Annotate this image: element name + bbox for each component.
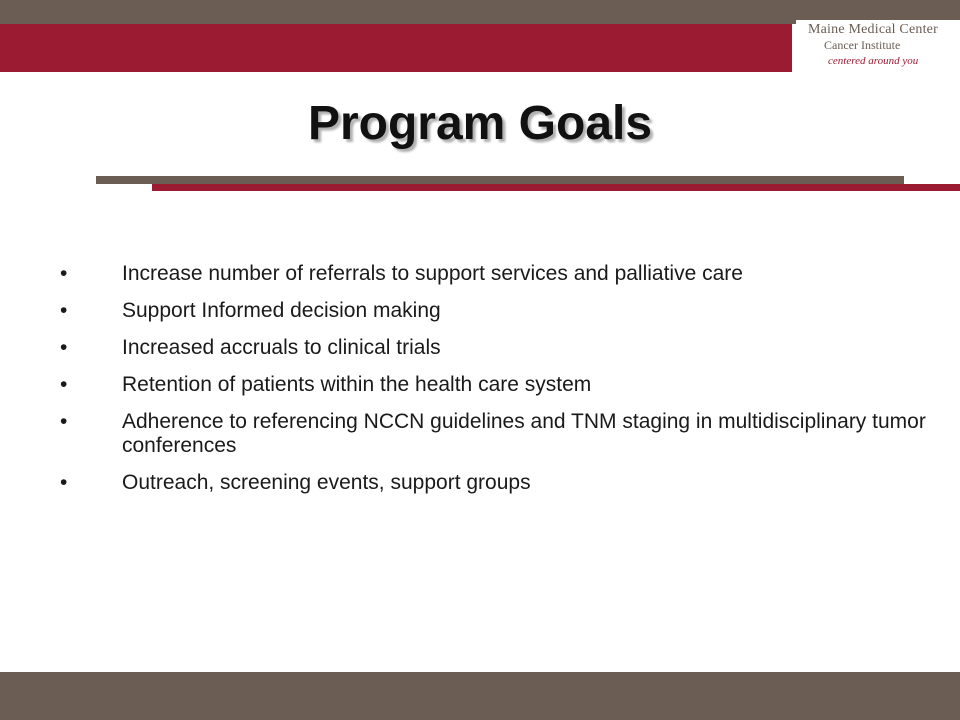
bullet-text: Adherence to referencing NCCN guidelines and TNM staging in multidisciplinary tumor conferences bbox=[122, 410, 926, 457]
red-header-band bbox=[0, 24, 792, 72]
bullet-item bbox=[60, 336, 940, 360]
logo-name: Maine Medical Center bbox=[808, 22, 938, 37]
bullet-text: Retention of patients within the health care system bbox=[122, 373, 592, 396]
bullet-dot-icon: • bbox=[60, 336, 68, 359]
title-underline-gray bbox=[96, 176, 904, 184]
bullet-list bbox=[60, 262, 940, 508]
bullet-item bbox=[60, 471, 940, 495]
bullet-item bbox=[60, 262, 940, 286]
slide-title: Program Goals bbox=[307, 97, 653, 150]
bullet-text: Increase number of referrals to support services and palliative care bbox=[122, 262, 743, 285]
logo-tagline: centered around you bbox=[828, 55, 919, 67]
bullet-item bbox=[60, 373, 940, 397]
bullet-dot-icon: • bbox=[60, 471, 68, 494]
bullet-text: Increased accruals to clinical trials bbox=[122, 336, 441, 359]
bullet-item bbox=[60, 299, 940, 323]
bullet-dot-icon: • bbox=[60, 373, 68, 396]
logo-subtitle: Cancer Institute bbox=[824, 38, 901, 52]
footer-band bbox=[0, 672, 960, 720]
bullet-dot-icon: • bbox=[60, 262, 68, 285]
bullet-text: Support Informed decision making bbox=[122, 299, 441, 322]
bullet-text: Outreach, screening events, support groups bbox=[122, 471, 531, 494]
bullet-dot-icon: • bbox=[60, 299, 68, 322]
title-underline-red bbox=[152, 184, 960, 191]
bullet-item bbox=[60, 410, 940, 458]
bullet-dot-icon: • bbox=[60, 410, 68, 433]
maine-medical-logo bbox=[796, 20, 960, 70]
